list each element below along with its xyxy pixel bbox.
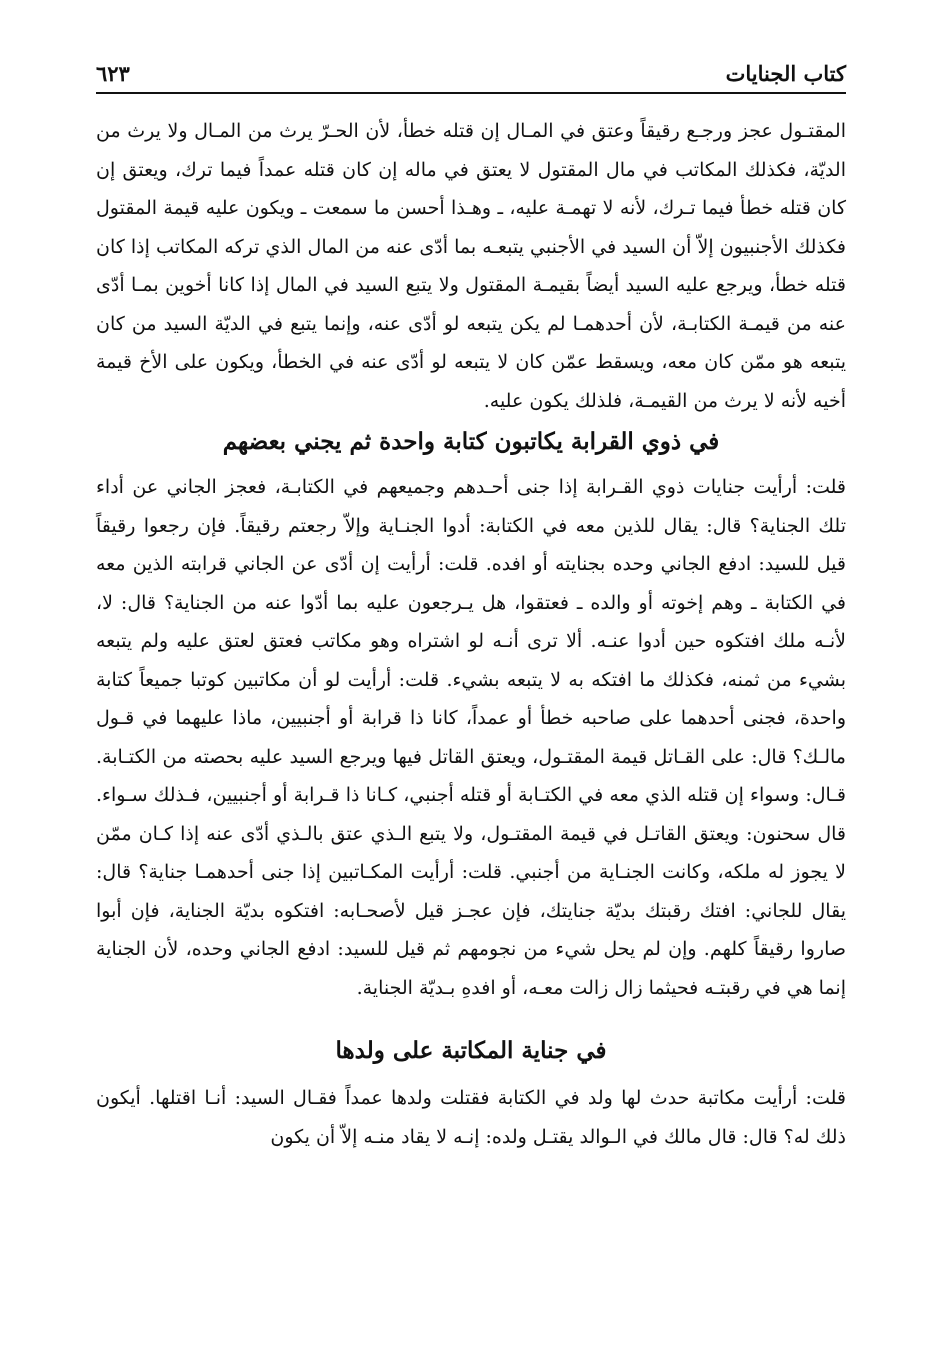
page-header [96, 52, 846, 94]
paragraph-kinship-mukatabs: قلت: أرأيت جنايات ذوي القـرابة إذا جنى أحـدهم وجميعهم في الكتابـة، فعجز الجاني عن أداء تلك الجناية؟ قال: يقال للذين معه في الكتابة: أدوا الجنـاية وإلاّ رجعتم رقيقاً. فإن رجعوا رقيقاً قيل للسيد: ادفع الجاني وحده بجنايته أو افده. قلت: أرأيت إن أدّى عن الجاني قرابته الذين معه في الكتابة ـ وهم إخوته أو والده ـ فعتقوا، هل يـرجعون عليه بما أدّوا عنه من الجناية؟ قال: لا، لأنـه ملك افتكوه حين أدوا عنـه. ألا ترى أنـه لو اشتراه وهو مكاتب فعتق لعتق عليه ولم يتبعه بشيء من ثمنه، فكذلك ما افتكه به لا يتبعه بشيء. قلت: أرأيت لو أن مكاتبين كوتبا جميعاً كتابة واحدة، فجنى أحدهما على صاحبه خطأ أو عمداً، كانا ذا قرابة أو أجنبيين، ماذا عليهما في قـول مالـك؟ قال: على القـاتل قيمة المقتـول، ويعتق القاتل فيها ويرجع السيد عليه بحصته من الكتـابة. قـال: وسواء إن قتله الذي معه في الكتـابة أو قتله أجنبي، كـانا ذا قـرابة أو أجنبيين، فـذلك سـواء. قال سحنون: ويعتق القاتـل في قيمة المقتـول، ولا يتبع الـذي عتق بالـذي أدّى عنه إذا كـان ممّن لا يجوز له ملكه، وكانت الجنـاية من أجنبي. قلت: أرأيت المكـاتبين إذا جنى أحدهمـا جناية؟ قال: يقال للجاني: افتك رقبتك بديّة جنايتك، فإن عجـز قيل لأصحـابه: افتكوه بديّة الجناية، فإن أبوا صاروا رقيقاً كلهم. وإن لم يحل شيء من نجومهم ثم قيل للسيد: ادفع الجاني وحده، لأن الجناية إنما هي في رقبتـه فحيثما زال زالت معـه، أو افدهِ بـديّة الجناية. [96, 476, 846, 999]
section-heading-mukataba-child: في جناية المكاتبة على ولدها [335, 1037, 607, 1064]
paragraph-mukataba-child: قلت: أرأيت مكاتبة حدث لها ولد في الكتابة فقتلت ولدها عمداً فقـال السيد: أنـا اقتلها. أيكون ذلك له؟ قال: قال مالك في الـوالد يقتـل ولده: إنـه لا يقاد منـه إلاّ أن يكون [96, 1087, 846, 1148]
section-heading-kinship-mukatabs: في ذوي القرابة يكاتبون كتابة واحدة ثم يجني بعضهم [222, 428, 720, 455]
body-text [96, 112, 846, 1156]
page-number: ٦٢٣ [96, 61, 130, 86]
paragraph-continuation: المقتـول عجز ورجـع رقيقاً وعتق في المـال إن قتله خطأ، لأن الحـرّ يرث من المـال ولا يرث من الديّة، فكذلك المكاتب في مال المقتول لا يعتق في ماله إن كان قتله عمداً فيما ترك، ويعتق إن كان قتله خطأ فيما تـرك، لأنه لا تهمـة عليه، ـ وهـذا أحسن ما سمعت ـ ويكون عليه قيمة المقتول فكذلك الأجنبيون إلاّ أن السيد في الأجنبي يتبعـه بما أدّى عنه من المال الذي تركه المكاتب إذا كان قتله خطأ، ويرجع عليه السيد أيضاً بقيمـة المقتول ولا يتبع السيد في المال إذا كانا أخوين بمـا أدّى عنه من قيمـة الكتابـة، لأن أحدهمـا لم يكن يتبعه لو أدّى عنه، وإنما يتبع في الديّة السيد من كان يتبعه هو ممّن كان معه، ويسقط عمّن كان لا يتبعه لو أدّى عنه في الخطأ، ويكون على الأخ قيمة أخيه لأنه لا يرث من القيمـة، فلذلك يكون عليه. [96, 120, 846, 412]
running-title: كتاب الجنايات [725, 61, 846, 86]
